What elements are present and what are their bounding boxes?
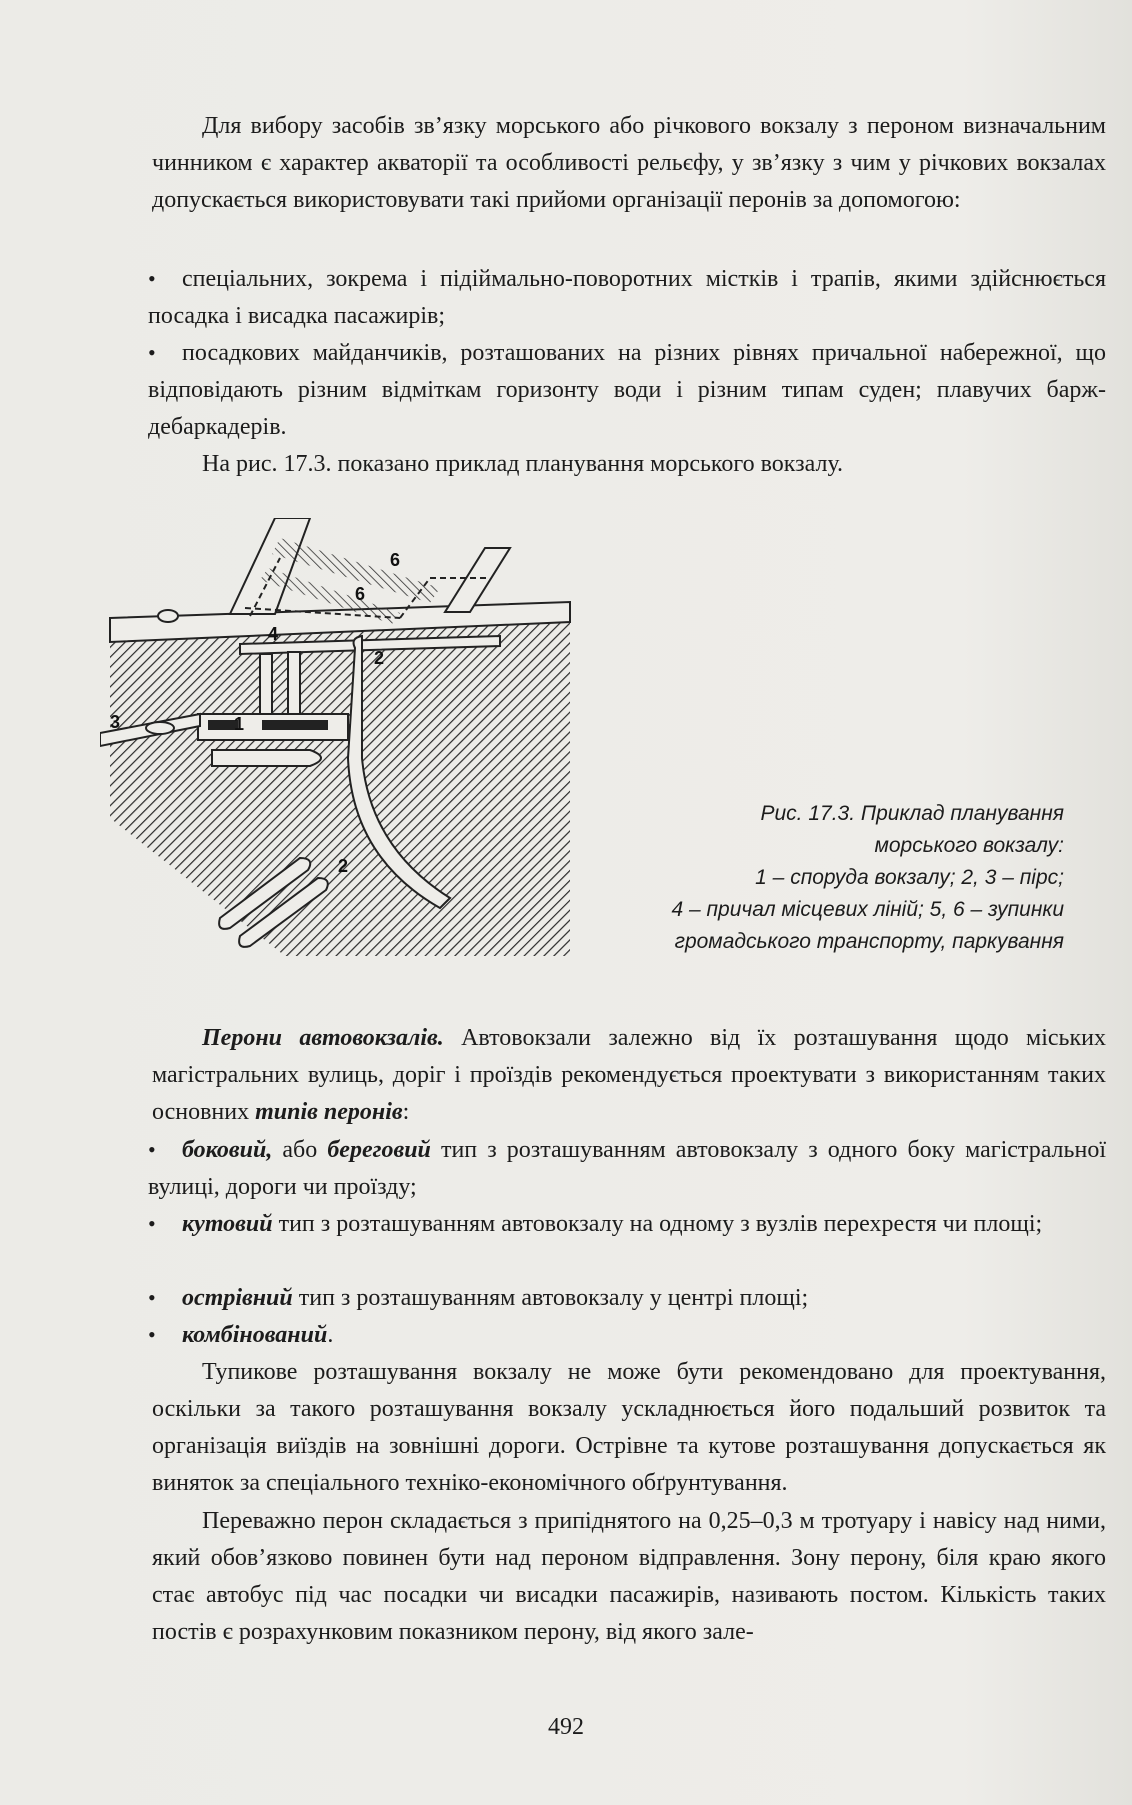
- figure-caption: [544, 798, 1064, 958]
- paragraph-text: Автовокзали залежно від їх розташування щодо міських магістральних вулиць, доріг і проїздів рекомендується проектувати з використанням таких основних: [152, 1025, 1107, 1125]
- bullet-icon: •: [148, 266, 156, 291]
- list-item-text: посадкових майданчиків, розташованих на різних рівнях причальної набережної, що відповідають різним відміткам горизонту води і різним типам суден; плавучих барж-дебаркадерів.: [148, 340, 1106, 440]
- list-item-corner-type: [148, 1205, 1106, 1243]
- term-emphasis: острівний: [182, 1285, 293, 1311]
- term-emphasis: комбінований: [182, 1322, 328, 1348]
- figure-label: 3: [110, 712, 121, 732]
- list-item-text: тип з розташуванням автовокзалу на одному з вузлів перехрестя чи площі;: [272, 1211, 1043, 1237]
- list-item-text: тип з розташуванням автовокзалу у центрі площі;: [292, 1285, 809, 1311]
- caption-title: Рис. 17.3. Приклад планування: [760, 802, 1064, 825]
- list-item-side-type: [148, 1131, 1106, 1206]
- list-item-text: або: [272, 1137, 328, 1163]
- bullet-icon: •: [148, 1285, 156, 1310]
- bullet-icon: •: [148, 340, 156, 365]
- term-emphasis: типів перонів: [255, 1099, 403, 1125]
- figure-label: 2: [338, 856, 349, 876]
- caption-line: морського вокзалу:: [874, 834, 1064, 857]
- bullet-icon: •: [148, 1211, 156, 1236]
- bullet-icon: •: [148, 1322, 156, 1347]
- figure-label: 1: [234, 714, 245, 734]
- figure-label: 4: [268, 624, 279, 644]
- paragraph-platform-structure: Переважно перон складається з припіднятого на 0,25–0,3 м тротуару і навісу над ними, який обов’язково повинен бути над пероном відправлення. Зону перону, біля краю якого стає автобус під час посадки чи висадки пасажирів, називають постом. Кількість таких постів є розрахунковим показником перону, від якого зале-: [152, 1508, 1106, 1645]
- list-item-bridges: [148, 260, 1106, 335]
- figure-label: 6: [390, 550, 401, 570]
- water-area: [110, 618, 570, 956]
- bullet-icon: •: [148, 1137, 156, 1162]
- list-item-island-type: [148, 1279, 1106, 1317]
- caption-line: громадського транспорту, паркування: [674, 930, 1064, 953]
- list-item-text: тип з розташуванням автовокзалу з одного боку магістральної вулиці, дороги чи проїзду;: [148, 1137, 1106, 1200]
- figure-label: 2: [374, 648, 385, 668]
- paragraph-bus-platforms: [152, 1020, 1106, 1131]
- caption-line: 1 – споруда вокзалу; 2, 3 – пірс;: [755, 866, 1064, 889]
- caption-line: 4 – причал місцевих ліній; 5, 6 – зупинки: [671, 898, 1064, 921]
- paragraph-end: :: [402, 1099, 410, 1125]
- term-emphasis: кутовий: [182, 1211, 273, 1237]
- page-number: 492: [548, 1714, 584, 1740]
- paragraph-intro: Для вибору засобів зв’язку морського або річкового вокзалу з пероном визначальним чинником є характер акваторії та особливості рельєфу, у зв’язку з чим у річкових вокзалах допускається використовувати такі прийоми організації перонів за допомогою:: [152, 113, 1106, 213]
- paragraph-dead-end: Тупикове розташування вокзалу не може бути рекомендовано для проектування, оскільки за такого розташування вокзалу ускладнюється його подальший розвиток та організація виїздів на зовнішні дороги. Острівне та кутове розташування допускається як виняток за спеціального техніко-економічного обґрунтування.: [152, 1359, 1106, 1496]
- paragraph-figure-reference: На рис. 17.3. показано приклад планування морського вокзалу.: [202, 451, 844, 477]
- list-item-platforms: [148, 334, 1106, 446]
- list-item-text: .: [327, 1322, 334, 1348]
- term-heading: Перони автовокзалів.: [202, 1025, 444, 1051]
- term-emphasis: береговий: [327, 1137, 431, 1163]
- list-item-text: спеціальних, зокрема і підіймально-поворотних містків і трапів, якими здійснюється посадка і висадка пасажирів;: [148, 266, 1106, 329]
- figure-label: 6: [355, 584, 366, 604]
- list-item-combined-type: [148, 1316, 1106, 1354]
- term-emphasis: боковий,: [182, 1137, 273, 1163]
